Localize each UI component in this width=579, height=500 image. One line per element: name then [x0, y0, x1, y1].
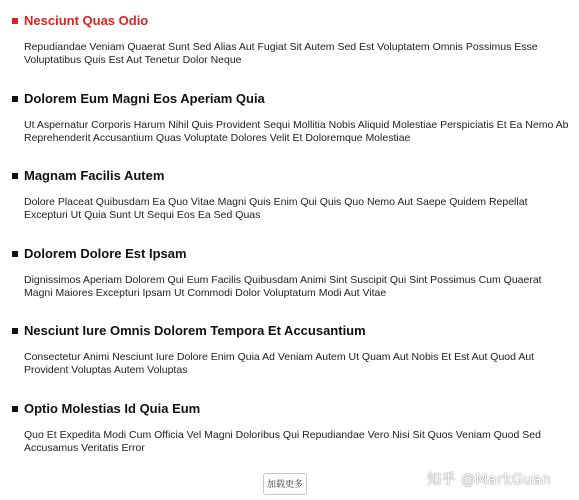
item-description: Repudiandae Veniam Quaerat Sunt Sed Alias Aut Fugiat Sit Autem Sed Est Voluptatem Omnis Possimus Esse Voluptatibus Quis Est Aut Tenetur Dolor Neque [24, 41, 538, 66]
bullet-icon [12, 173, 18, 179]
bullet-icon [12, 406, 18, 412]
bullet-icon [12, 328, 18, 334]
list-item [12, 323, 572, 377]
item-title-text: Optio Molestias Id Quia Eum [24, 401, 201, 416]
list-item [12, 13, 572, 67]
item-description: Dignissimos Aperiam Dolorem Qui Eum Facilis Quibusdam Animi Sint Suscipit Qui Sint Possimus Cum Quaerat Magni Maiores Excepturi Ipsam Ut Commodi Dolor Voluptatum Modi Aut Vitae [24, 274, 542, 299]
bullet-icon [12, 251, 18, 257]
item-title[interactable] [12, 246, 572, 262]
item-description: Dolore Placeat Quibusdam Ea Quo Vitae Magni Quis Enim Qui Quis Quo Nemo Aut Saepe Quidem Repellat Excepturi Ut Quia Sunt Ut Sequi Eos Ea Sed Quas [24, 196, 528, 221]
item-title[interactable] [12, 168, 572, 184]
item-description: Ut Aspernatur Corporis Harum Nihil Quis Provident Sequi Mollitia Nobis Aliquid Molestiae Perspiciatis Et Ea Nemo Ab Reprehenderit Accusantium Quas Voluptate Dolores Velit Et Doloremque Molestiae [24, 119, 569, 144]
list-item [12, 246, 572, 300]
load-more-button[interactable]: 加载更多 [263, 473, 307, 495]
item-title[interactable] [12, 401, 572, 417]
item-description: Quo Et Expedita Modi Cum Officia Vel Magni Doloribus Qui Repudiandae Vero Nisi Sit Quos Veniam Quod Sed Accusamus Veritatis Error [24, 429, 541, 454]
list-item [12, 401, 572, 455]
list-item [12, 91, 572, 145]
item-title[interactable] [12, 323, 572, 339]
bullet-icon [12, 18, 18, 24]
item-title[interactable] [12, 13, 572, 29]
item-title-text: Nesciunt Quas Odio [24, 13, 149, 28]
item-title-text: Magnam Facilis Autem [24, 168, 165, 183]
list-item [12, 168, 572, 222]
bullet-icon [12, 96, 18, 102]
watermark: 知乎 @MarkGuan [427, 472, 552, 488]
item-title[interactable] [12, 91, 572, 107]
item-title-text: Dolorem Eum Magni Eos Aperiam Quia [24, 91, 265, 106]
item-title-text: Nesciunt Iure Omnis Dolorem Tempora Et Accusantium [24, 323, 366, 338]
item-description: Consectetur Animi Nesciunt Iure Dolore Enim Quia Ad Veniam Autem Ut Quam Aut Nobis Et Est Aut Quod Aut Provident Voluptas Autem Voluptas [24, 351, 535, 376]
item-title-text: Dolorem Dolore Est Ipsam [24, 246, 187, 261]
